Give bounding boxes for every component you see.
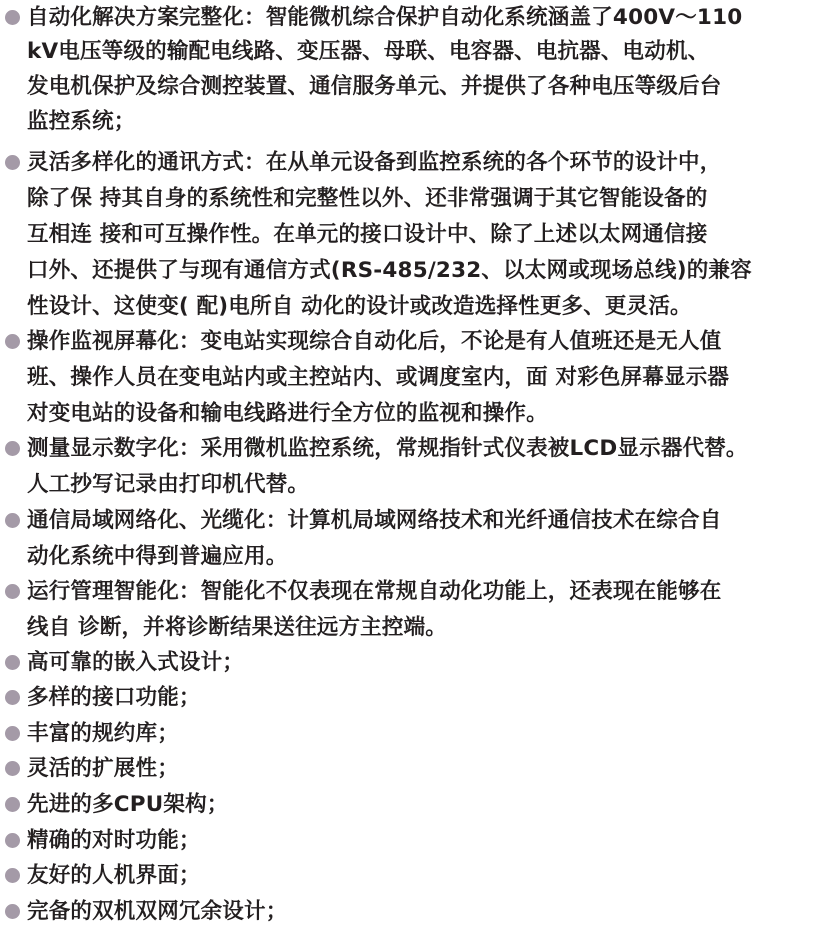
bullet-icon	[5, 833, 20, 848]
list-item-text: 通信局域网络化、光缆化：计算机局域网络技术和光纤通信技术在综合自	[27, 508, 722, 533]
bullet-icon	[5, 868, 20, 883]
bullet-icon	[5, 513, 20, 528]
list-item-text: 自动化解决方案完整化：智能微机综合保护自动化系统涵盖了400V～110	[27, 5, 743, 30]
list-item-text: kV电压等级的输配电线路、变压器、母联、电容器、电抗器、电动机、	[27, 39, 710, 64]
list-item-text: 精确的对时功能；	[27, 828, 201, 853]
list-item-text: 灵活多样化的通讯方式：在从单元设备到监控系统的各个环节的设计中，	[27, 150, 722, 175]
list-item-text: 完备的双机双网冗余设计；	[27, 899, 288, 924]
list-item-text: 测量显示数字化：采用微机监控系统，常规指针式仪表被LCD显示器代替。	[27, 436, 748, 461]
bullet-icon	[5, 690, 20, 705]
list-item-text: 性设计、这使变( 配)电所自 动化的设计或改造选择性更多、更灵活。	[27, 294, 692, 319]
list-item-text: 班、操作人员在变电站内或主控站内、或调度室内，面 对彩色屏幕显示器	[27, 365, 730, 390]
list-item-text: 友好的人机界面；	[27, 863, 201, 888]
bullet-icon	[5, 904, 20, 919]
list-item-text: 互相连 接和可互操作性。在单元的接口设计中、除了上述以太网通信接	[27, 222, 708, 247]
list-item-text: 丰富的规约库；	[27, 721, 179, 746]
list-item-text: 发电机保护及综合测控装置、通信服务单元、并提供了各种电压等级后台	[27, 74, 722, 99]
bullet-icon	[5, 155, 20, 170]
list-item-text: 运行管理智能化：智能化不仅表现在常规自动化功能上，还表现在能够在	[27, 579, 722, 604]
bullet-icon	[5, 10, 20, 25]
list-item-text: 监控系统；	[27, 109, 136, 134]
bullet-icon	[5, 584, 20, 599]
list-item-text: 灵活的扩展性；	[27, 756, 179, 781]
list-item-text: 高可靠的嵌入式设计；	[27, 650, 245, 675]
list-item-text: 先进的多CPU架构；	[27, 792, 229, 817]
list-item-text: 线自 诊断，并将诊断结果送往远方主控端。	[27, 615, 447, 640]
list-item-text: 口外、还提供了与现有通信方式(RS-485/232、以太网或现场总线)的兼容	[27, 258, 752, 283]
bullet-icon	[5, 761, 20, 776]
bullet-icon	[5, 797, 20, 812]
bullet-icon	[5, 655, 20, 670]
bullet-icon	[5, 441, 20, 456]
list-item-text: 操作监视屏幕化：变电站实现综合自动化后，不论是有人值班还是无人值	[27, 329, 722, 354]
list-item-text: 对变电站的设备和输电线路进行全方位的监视和操作。	[27, 401, 548, 426]
list-item-text: 动化系统中得到普遍应用。	[27, 544, 288, 569]
list-item-text: 人工抄写记录由打印机代替。	[27, 472, 310, 497]
bullet-icon	[5, 726, 20, 741]
list-item-text: 多样的接口功能；	[27, 685, 201, 710]
list-item-text: 除了保 持其自身的系统性和完整性以外、还非常强调于其它智能设备的	[27, 186, 708, 211]
bullet-icon	[5, 334, 20, 349]
